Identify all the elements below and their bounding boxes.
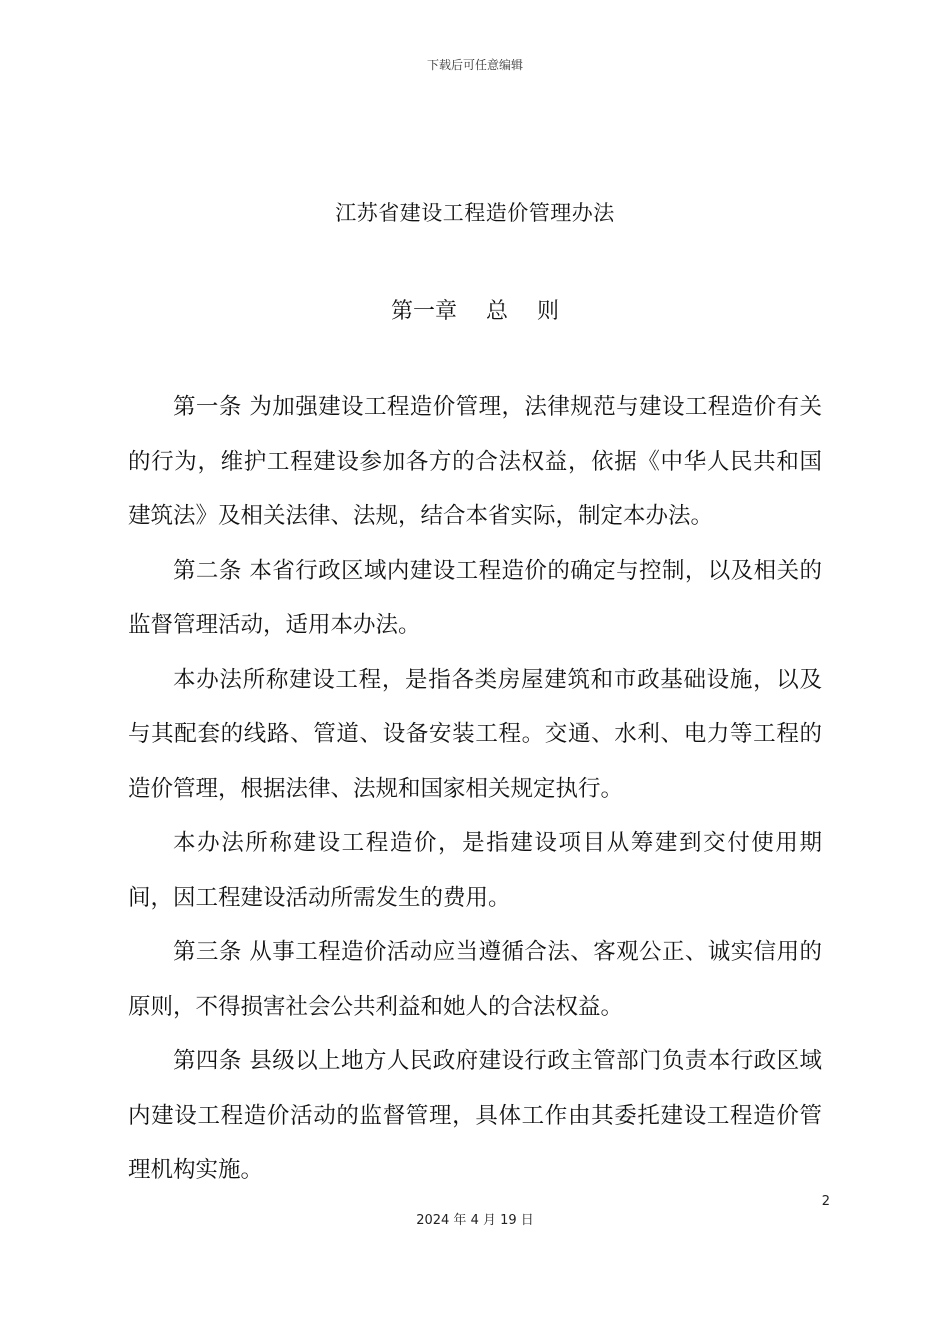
paragraph-article-3: 第三条 从事工程造价活动应当遵循合法、客观公正、诚实信用的原则，不得损害社会公共利益和她人的合法权益。 — [128, 939, 822, 1020]
page-number: 2 — [821, 1194, 830, 1209]
paragraph-article-1: 第一条 为加强建设工程造价管理，法律规范与建设工程造价有关的行为，维护工程建设参加各方的合法权益，依据《中华人民共和国建筑法》及相关法律、法规，结合本省实际，制定本办法。 — [128, 394, 822, 529]
paragraph-article-4: 第四条 县级以上地方人民政府建设行政主管部门负责本行政区域内建设工程造价活动的监督管理，具体工作由其委托建设工程造价管理机构实施。 — [128, 1048, 822, 1183]
document-title: 江苏省建设工程造价管理办法 — [335, 201, 615, 225]
document-body — [128, 380, 822, 1198]
paragraph-article-2: 第二条 本省行政区域内建设工程造价的确定与控制，以及相关的监督管理活动，适用本办法。 — [128, 557, 822, 638]
chapter-heading: 第一章 总 则 — [391, 299, 559, 324]
paragraph-definition-project: 本办法所称建设工程，是指各类房屋建筑和市政基础设施，以及与其配套的线路、管道、设备安装工程。交通、水利、电力等工程的造价管理，根据法律、法规和国家相关规定执行。 — [128, 666, 822, 802]
paragraph-definition-cost: 本办法所称建设工程造价，是指建设项目从筹建到交付使用期间，因工程建设活动所需发生的费用。 — [128, 830, 822, 911]
header-note: 下载后可任意编辑 — [426, 58, 523, 72]
footer-date: 2024 年 4 月 19 日 — [416, 1213, 534, 1228]
